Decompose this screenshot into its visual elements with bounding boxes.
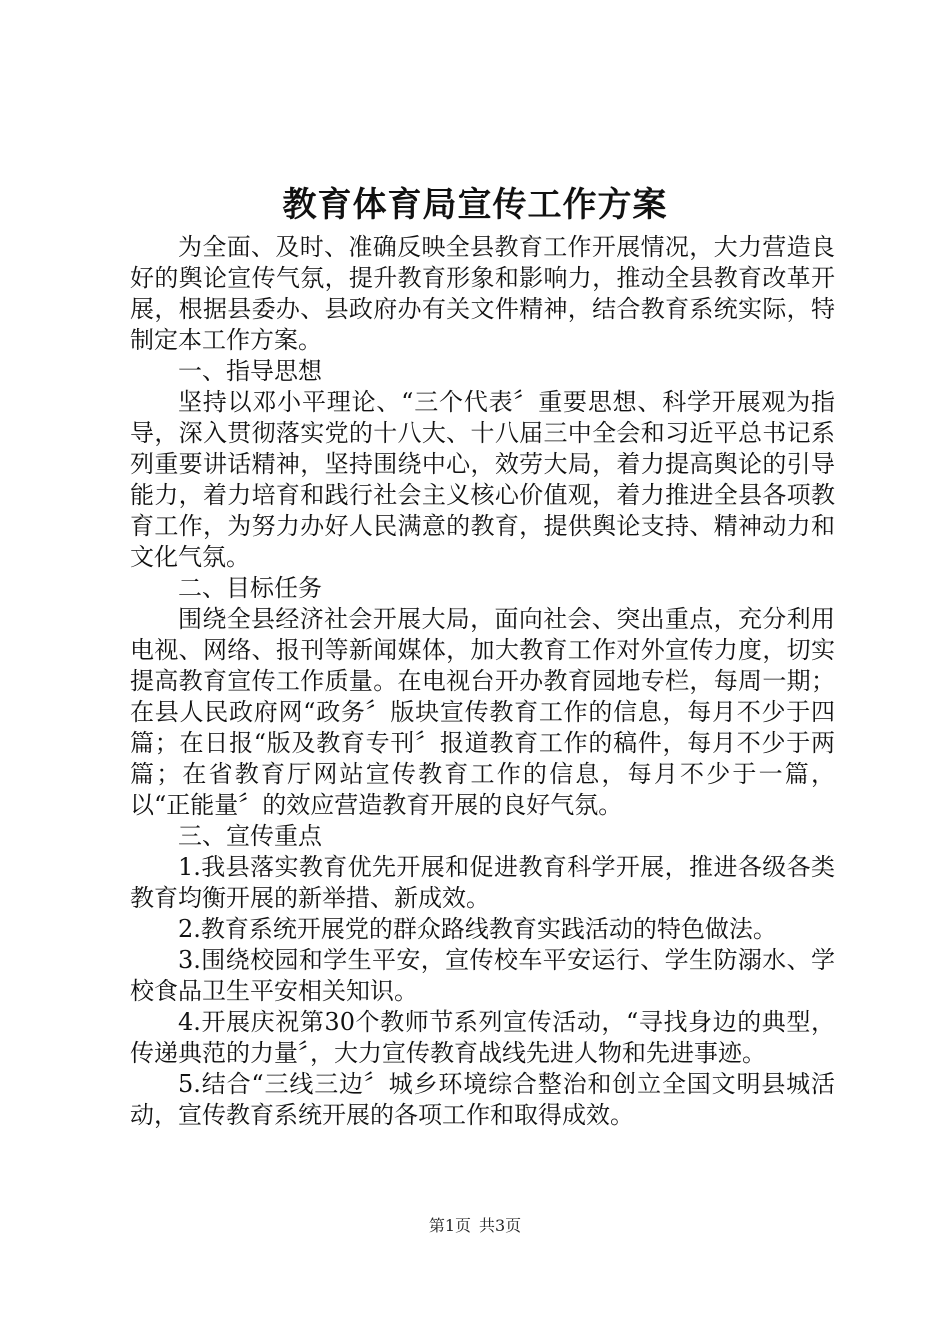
focus-item-4: 4.开展庆祝第30个教师节系列宣传活动，“寻找身边的典型，传递典范的力量〞，大力宣传教育战线先进人物和先进事迹。	[130, 1008, 835, 1067]
focus-item-1: 1.我县落实教育优先开展和促进教育科学开展，推进各级各类教育均衡开展的新举措、新成效。	[130, 853, 835, 912]
page-total: 共3页	[479, 1216, 522, 1235]
section-paragraph: 围绕全县经济社会开展大局，面向社会、突出重点，充分利用电视、网络、报刊等新闻媒体，加大教育工作对外宣传力度，切实提高教育宣传工作质量。在电视台开办教育园地专栏，每周一期；在县人民政府网“政务〞版块宣传教育工作的信息，每月不少于四篇；在日报“版及教育专刊〞报道教育工作的稿件，每月不少于两篇；在省教育厅网站宣传教育工作的信息，每月不少于一篇，以“正能量〞的效应营造教育开展的良好气氛。	[130, 605, 835, 819]
section-paragraph: 坚持以邓小平理论、“三个代表〞重要思想、科学开展观为指导，深入贯彻落实党的十八大、十八届三中全会和习近平总书记系列重要讲话精神，坚持围绕中心，效劳大局，着力提高舆论的引导能力，着力培育和践行社会主义核心价值观，着力推进全县各项教育工作，为努力办好人民满意的教育，提供舆论支持、精神动力和文化气氛。	[130, 388, 835, 571]
section-heading-goals: 二、目标任务	[178, 574, 322, 602]
page-number: 第1页	[428, 1216, 471, 1235]
section-heading-focus: 三、宣传重点	[178, 822, 322, 850]
section-heading-guiding-thought: 一、指导思想	[178, 357, 322, 385]
intro-paragraph: 为全面、及时、准确反映全县教育工作开展情况，大力营造良好的舆论宣传气氛，提升教育形象和影响力，推动全县教育改革开展，根据县委办、县政府办有关文件精神，结合教育系统实际，特制定本工作方案。	[130, 233, 835, 354]
page-footer	[0, 1214, 950, 1238]
document-title: 教育体育局宣传工作方案	[282, 185, 668, 225]
focus-item-3: 3.围绕校园和学生平安，宣传校车平安运行、学生防溺水、学校食品卫生平安相关知识。	[130, 946, 835, 1005]
focus-item-5: 5.结合“三线三边〞城乡环境综合整治和创立全国文明县城活动，宣传教育系统开展的各项工作和取得成效。	[130, 1070, 835, 1129]
document-body	[130, 232, 835, 1131]
focus-item-2: 2.教育系统开展党的群众路线教育实践活动的特色做法。	[178, 915, 777, 943]
